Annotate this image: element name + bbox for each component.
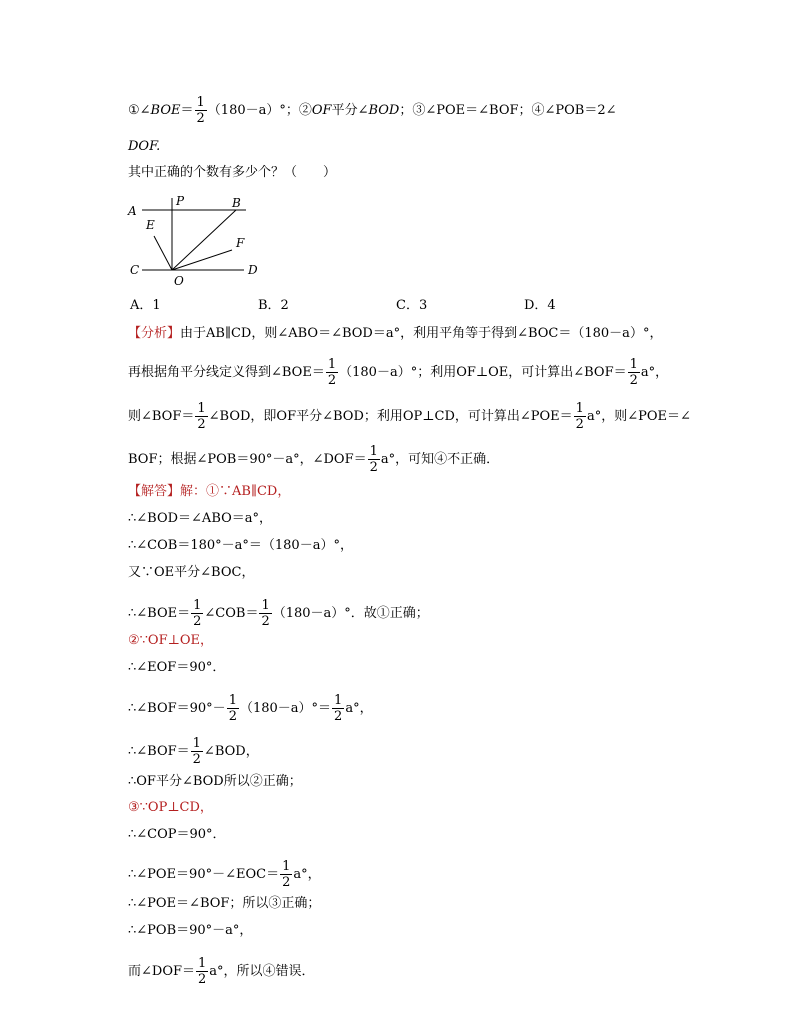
solution-line2: ∴∠BOD＝∠ABO＝a°， — [128, 511, 273, 526]
fraction-half: $\frac{1}{2}$ — [334, 693, 343, 724]
analysis-line4: BOF；根据∠POB＝90°－a°，∠DOF＝ $\frac{1}{2}$ a°，可知④不正确． — [128, 444, 500, 475]
stmt-1-eq: ＝ — [180, 103, 194, 118]
fraction-half: $\frac{1}{2}$ — [327, 357, 337, 388]
label-o: O — [174, 274, 184, 288]
solution-line3: ∴∠COB＝180°－a°＝（180－a）°， — [128, 538, 353, 553]
solution-line8: ∴∠BOF＝90°－ $\frac{1}{2}$ （180－a）°＝ $\frac{1}{2}$ a°， — [128, 693, 373, 724]
question-statements-line1 — [128, 96, 617, 125]
fraction-half: $\frac{1}{2}$ — [198, 956, 207, 987]
analysis-line1: 【分析】由于AB∥CD，则∠ABO＝∠BOD＝a°，利用平角等于得到∠BOC＝（180－a）°， — [128, 326, 663, 341]
option-b: B．2 — [258, 298, 289, 313]
stmt-2-angle: BOD — [368, 103, 400, 118]
solution-line10: ∴OF平分∠BOD所以②正确； — [128, 774, 302, 789]
solution-line7: ∴∠EOF＝90°． — [128, 660, 226, 675]
fraction-half: $\frac{1}{2}$ — [192, 736, 201, 767]
stmt-4-continued: DOF. — [128, 139, 161, 154]
solution-line5: ∴∠BOE＝ $\frac{1}{2}$ ∠COB＝ $\frac{1}{2}$ （180－a）°．故①正确； — [128, 598, 429, 629]
solution-line6: ②∵OF⊥OE， — [128, 633, 213, 648]
fraction-half: $\frac{1}{2}$ — [575, 401, 584, 432]
solution-line11: ③∵OP⊥CD， — [128, 800, 213, 815]
option-a: A．1 — [130, 298, 161, 313]
label-b: B — [232, 196, 241, 210]
solution-line14: ∴∠POE＝∠BOF；所以③正确； — [128, 896, 321, 911]
fraction-half: $\frac{1}{2}$ — [629, 357, 638, 388]
label-c: C — [130, 263, 140, 277]
fraction-half: $\frac{1}{2}$ — [196, 95, 205, 126]
fraction-half: $\frac{1}{2}$ — [197, 401, 206, 432]
fraction-half: $\frac{1}{2}$ — [193, 598, 202, 629]
label-f: F — [236, 236, 245, 250]
fraction-half: $\frac{1}{2}$ — [369, 444, 378, 475]
analysis-tag: 【分析】 — [128, 326, 181, 341]
stmt-1-angle: BOE — [150, 103, 181, 118]
label-p: P — [176, 194, 185, 208]
fraction-half: $\frac{1}{2}$ — [228, 693, 237, 724]
label-a: A — [128, 204, 137, 218]
question-prompt: 其中正确的个数有多少个？（ ） — [128, 165, 337, 180]
fraction-half: $\frac{1}{2}$ — [261, 598, 270, 629]
solution-line15: ∴∠POB＝90°－a°， — [128, 923, 253, 938]
solution-line1: 【解答】解：①∵AB∥CD， — [128, 484, 291, 499]
ray-of — [172, 250, 232, 270]
stmt-2-ray: OF — [311, 103, 332, 118]
solution-line9: ∴∠BOF＝ $\frac{1}{2}$ ∠BOD， — [128, 736, 259, 767]
geometry-figure — [126, 194, 266, 290]
ray-oe — [154, 236, 172, 270]
ray-ob — [172, 210, 236, 270]
solution-line16: 而∠DOF＝ $\frac{1}{2}$ a°，所以④错误． — [128, 956, 315, 987]
analysis-line2: 再根据角平分线定义得到∠BOE＝ $\frac{1}{2}$ （180－a）°；利用OF⊥OE，可计算出∠BOF＝ $\frac{1}{2}$ a°， — [128, 357, 669, 388]
stmt-1-prefix: ①∠ — [128, 103, 151, 118]
solution-line4: 又∵OE平分∠BOC， — [128, 565, 255, 580]
analysis-line3: 则∠BOF＝ $\frac{1}{2}$ ∠BOD，即OF平分∠BOD；利用OP⊥CD，可计算出∠POE＝ $\frac{1}{2}$ a°，则∠POE＝∠ — [128, 401, 691, 432]
stmt-3: ；③∠POE＝∠BOF；④∠POB＝2∠ — [399, 103, 617, 118]
solution-line13: ∴∠POE＝90°－∠EOC＝ $\frac{1}{2}$ a°， — [128, 859, 321, 890]
fraction-half: $\frac{1}{2}$ — [282, 859, 291, 890]
option-c: C．3 — [396, 298, 428, 313]
solution-line12: ∴∠COP＝90°． — [128, 827, 226, 842]
stmt-2-text: 平分∠ — [331, 103, 369, 118]
label-d: D — [248, 263, 258, 277]
option-d: D．4 — [524, 298, 556, 313]
label-e: E — [146, 218, 155, 232]
stmt-1-rest: （180－a）°；② — [207, 103, 312, 118]
